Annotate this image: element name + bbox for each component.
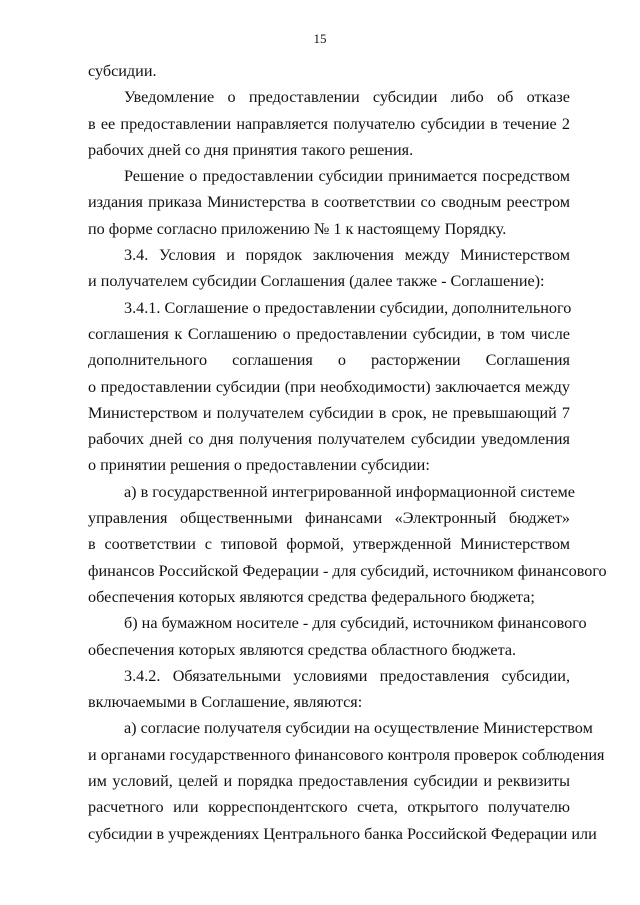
text-line: о предоставлении субсидии (при необходимости) заключается между bbox=[88, 377, 570, 396]
text-line: издания приказа Министерства в соответствии со сводным реестром bbox=[88, 193, 570, 212]
text-line: обеспечения которых являются средства областного бюджета. bbox=[88, 640, 517, 659]
text-line: рабочих дней со дня получения получателем субсидии уведомления bbox=[88, 430, 570, 449]
text-line: б) на бумажном носителе - для субсидий, источником финансового bbox=[124, 614, 587, 633]
text-line: финансов Российской Федерации - для субсидий, источником финансового bbox=[88, 561, 607, 580]
text-line: о принятии решения о предоставлении субсидии: bbox=[88, 456, 430, 475]
text-line: обеспечения которых являются средства федерального бюджета; bbox=[88, 587, 535, 606]
text-line: 3.4.1. Соглашение о предоставлении субсидии, дополнительного bbox=[124, 298, 572, 317]
text-line: управления общественными финансами «Электронный бюджет» bbox=[88, 509, 570, 528]
text-line: расчетного или корреспондентского счета, открытого получателю bbox=[88, 798, 570, 817]
page-number: 15 bbox=[313, 31, 327, 46]
text-line: и органами государственного финансового контроля проверок соблюдения bbox=[88, 745, 605, 764]
text-line: Решение о предоставлении субсидии принимается посредством bbox=[124, 167, 570, 186]
paragraph bbox=[88, 84, 570, 163]
paragraph bbox=[88, 295, 570, 479]
text-line: дополнительного соглашения о расторжении Соглашения bbox=[88, 351, 570, 370]
text-line: 3.4. Условия и порядок заключения между Министерством bbox=[124, 246, 570, 265]
text-line: Уведомление о предоставлении субсидии либо об отказе bbox=[124, 88, 570, 107]
paragraph bbox=[88, 610, 587, 663]
text-line: субсидии. bbox=[88, 62, 157, 80]
paragraph bbox=[88, 715, 605, 846]
text-line: а) в государственной интегрированной информационной системе bbox=[124, 482, 575, 501]
text-line: а) согласие получателя субсидии на осуществление Министерством bbox=[124, 719, 593, 738]
text-line: включаемыми в Соглашение, являются: bbox=[88, 693, 363, 712]
text-line: соглашения к Соглашению о предоставлении субсидии, в том числе bbox=[88, 324, 570, 343]
paragraph bbox=[88, 663, 570, 716]
text-line: Министерством и получателем субсидии в срок, не превышающий 7 bbox=[88, 403, 570, 422]
paragraph bbox=[88, 242, 570, 295]
paragraph bbox=[88, 479, 607, 610]
text-line: им условий, целей и порядка предоставления субсидии и реквизиты bbox=[88, 772, 570, 791]
paragraph bbox=[88, 58, 570, 84]
text-line: в ее предоставлении направляется получателю субсидии в течение 2 bbox=[88, 114, 570, 133]
text-line: в соответствии с типовой формой, утвержденной Министерством bbox=[88, 535, 570, 554]
text-line: по форме согласно приложению № 1 к настоящему Порядку. bbox=[88, 219, 507, 238]
text-line: субсидии в учреждениях Центрального банка Российской Федерации или bbox=[88, 824, 597, 843]
text-line: 3.4.2. Обязательными условиями предоставления субсидии, bbox=[124, 666, 570, 685]
paragraph bbox=[88, 163, 570, 242]
document-body bbox=[88, 58, 607, 847]
text-line: и получателем субсидии Соглашения (далее также - Соглашение): bbox=[88, 272, 545, 291]
text-line: рабочих дней со дня принятия такого решения. bbox=[88, 140, 414, 159]
